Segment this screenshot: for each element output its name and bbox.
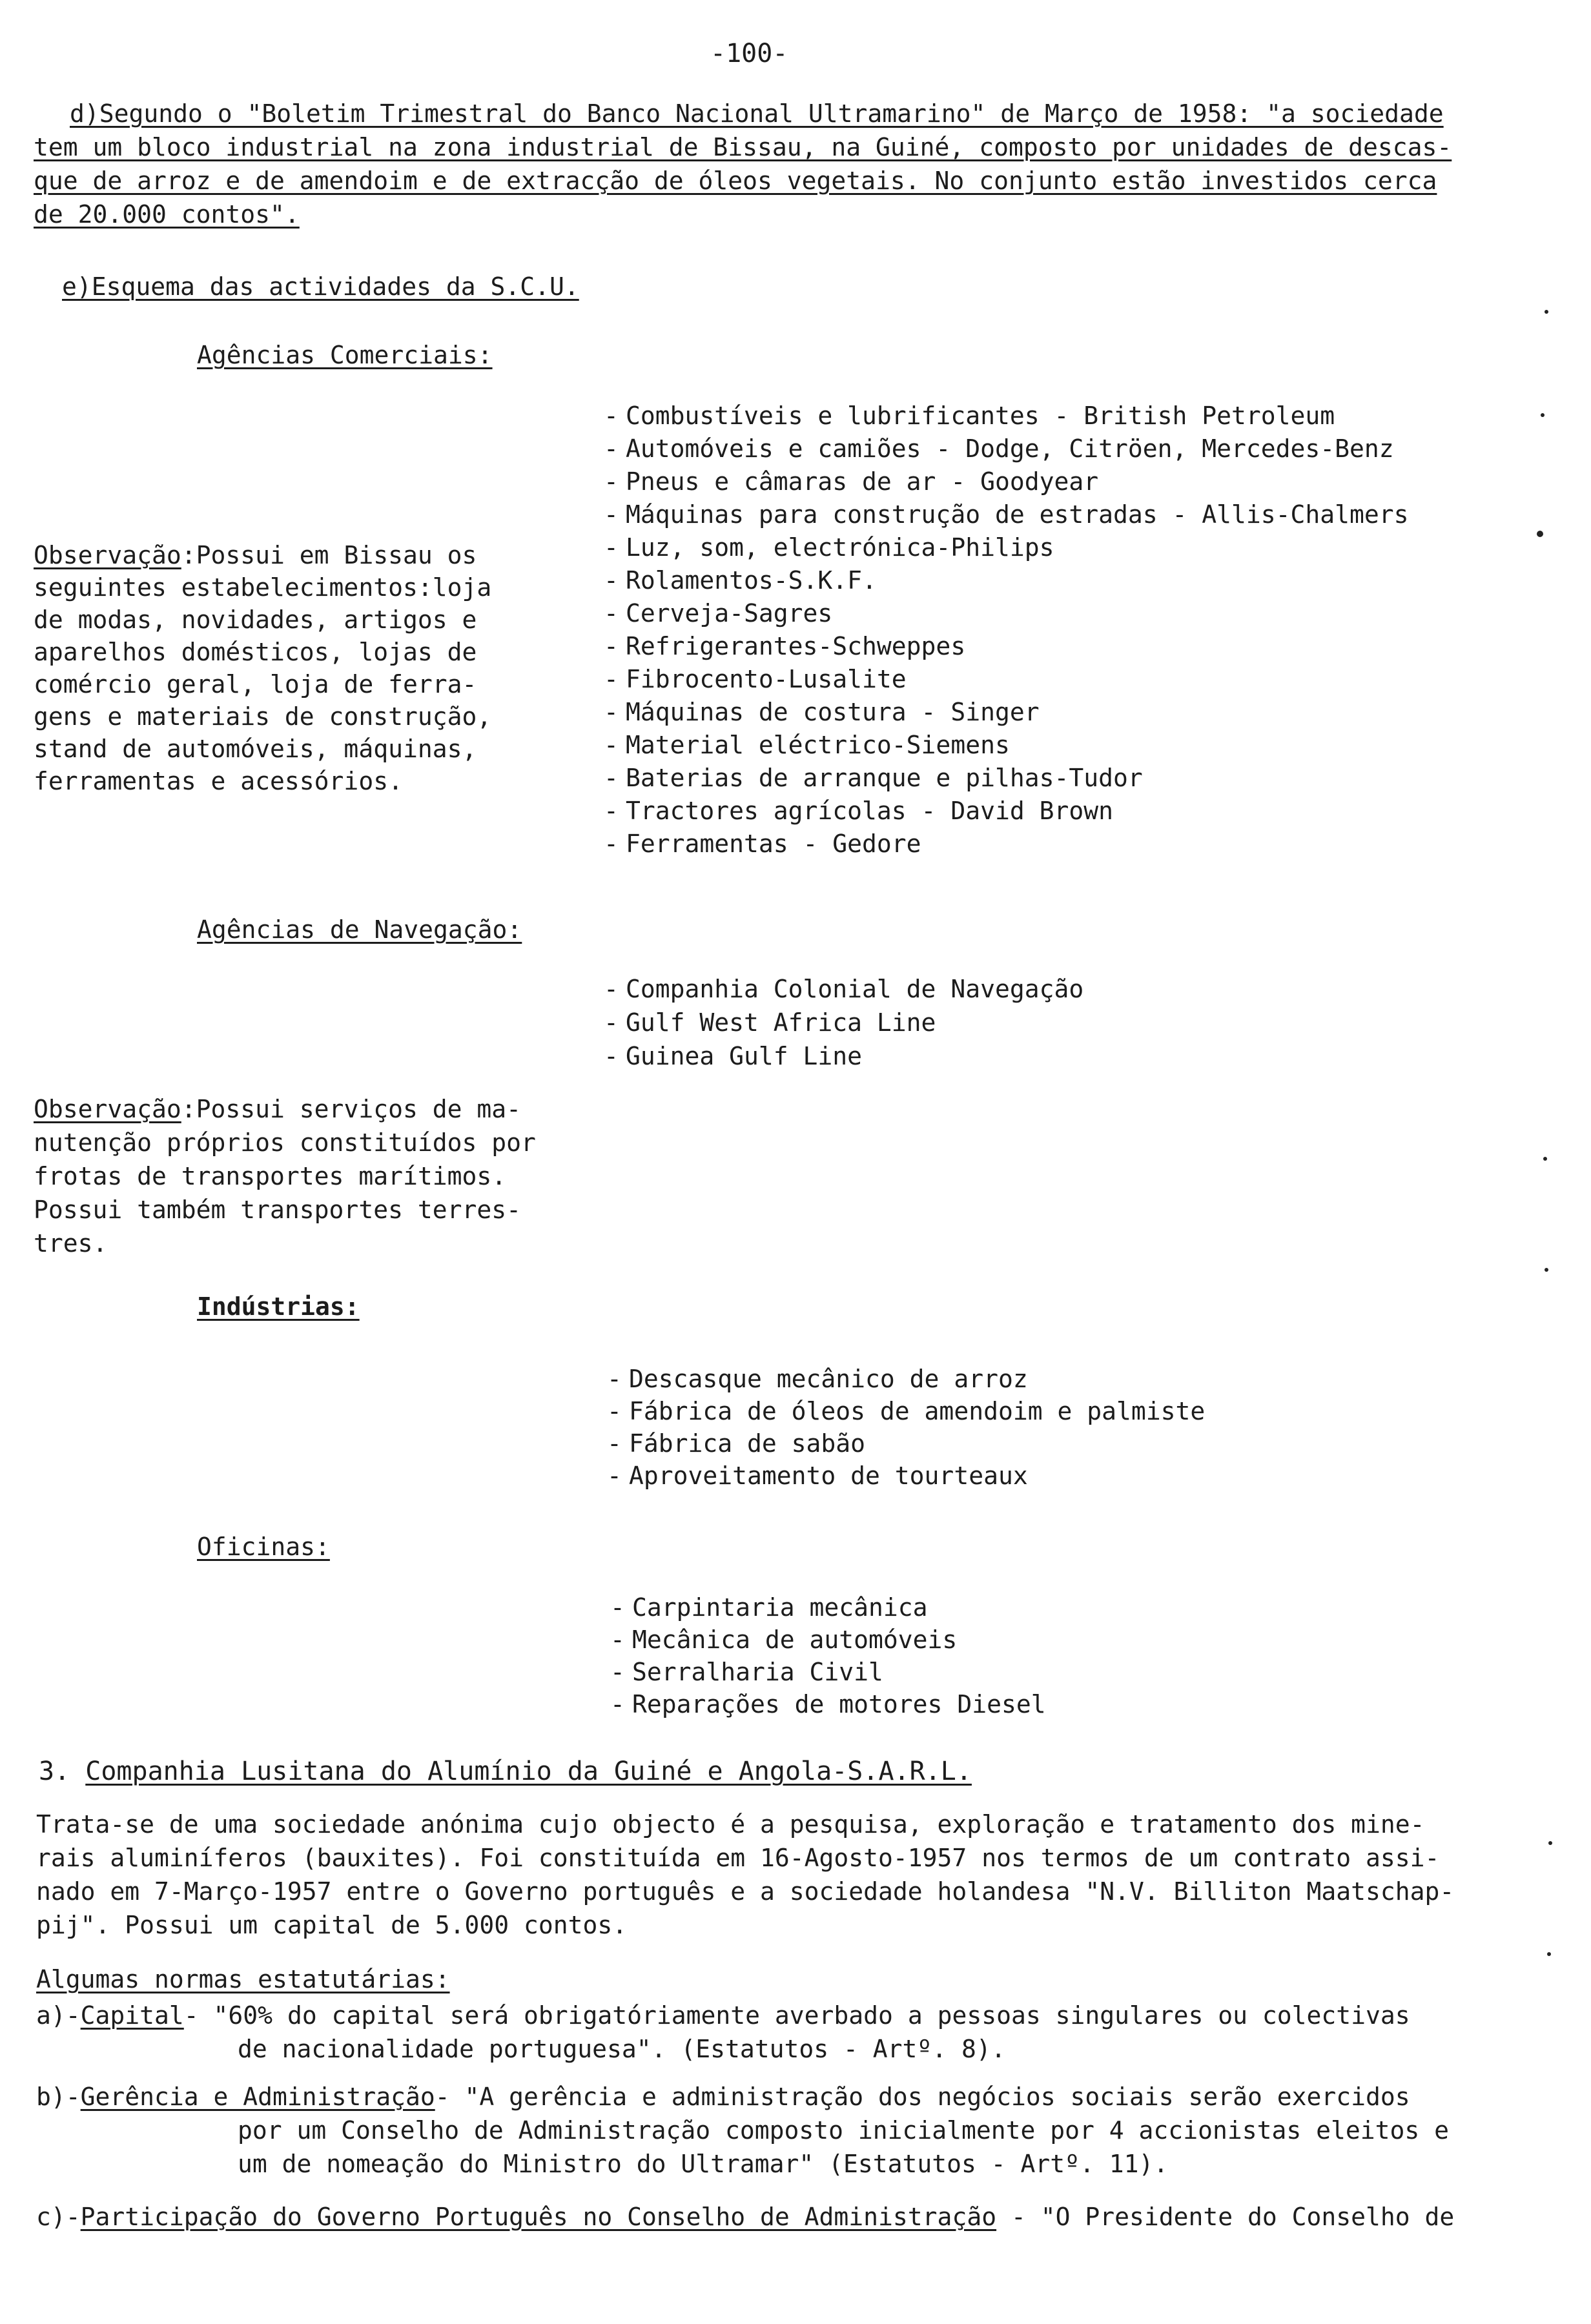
norma-c: c)-Participação do Governo Português no Conselho de Administração - "O Presidente do Conselho de (36, 2203, 1455, 2231)
scan-speck (1545, 1268, 1548, 1272)
list-item: - Mecânica de automóveis (610, 1626, 958, 1654)
norma-line: b)-Gerência e Administração- "A gerência e administração dos negócios sociais serão exercidos (36, 2083, 1410, 2111)
norma-line: um de nomeação do Ministro do Ultramar" (Estatutos - Artº. 11). (238, 2150, 1169, 2178)
observation-line: seguintes estabelecimentos:loja (34, 573, 492, 602)
heading-oficinas: Oficinas: (197, 1533, 330, 1561)
observation-line: tres. (34, 1229, 108, 1258)
paragraph-line: d)Segundo o "Boletim Trimestral do Banco Nacional Ultramarino" de Março de 1958: "a sociedade (70, 99, 1444, 128)
paragraph-line: nado em 7-Março-1957 entre o Governo português e a sociedade holandesa "N.V. Billiton Maatschap- (36, 1877, 1455, 1906)
scan-speck (1541, 413, 1545, 417)
list-item: - Pneus e câmaras de ar - Goodyear (604, 467, 1099, 496)
heading-normas: Algumas normas estatutárias: (36, 1965, 450, 1993)
list-item: - Tractores agrícolas - David Brown (604, 797, 1113, 825)
list-item: - Luz, som, electrónica-Philips (604, 533, 1054, 562)
observation-line: ferramentas e acessórios. (34, 767, 403, 795)
paragraph-line: rais aluminíferos (bauxites). Foi constituída em 16-Agosto-1957 nos termos de um contrato assi- (36, 1844, 1440, 1872)
section-3-title (39, 1755, 972, 1788)
list-item: - Fibrocento-Lusalite (604, 665, 907, 693)
observation-line: nutenção próprios constituídos por (34, 1128, 536, 1157)
list-item: - Fábrica de sabão (607, 1429, 866, 1458)
list-item: - Máquinas de costura - Singer (604, 698, 1040, 726)
scan-speck (1545, 310, 1548, 314)
list-item: - Automóveis e camiões - Dodge, Citröen, Mercedes-Benz (604, 434, 1394, 463)
heading-agencias-comerciais: Agências Comerciais: (197, 341, 493, 369)
list-item: - Material eléctrico-Siemens (604, 731, 1010, 759)
page-number: -100- (710, 39, 788, 68)
list-item: - Combustíveis e lubrificantes - British Petroleum (604, 402, 1335, 430)
scan-speck (1548, 1841, 1552, 1845)
list-item: - Descasque mecânico de arroz (607, 1365, 1028, 1393)
section-e-title-text: e)Esquema das actividades da S.C.U. (62, 272, 579, 301)
list-item: - Guinea Gulf Line (604, 1042, 863, 1070)
list-item: - Carpintaria mecânica (610, 1593, 928, 1622)
paragraph-line: que de arroz e de amendoim e de extracção de óleos vegetais. No conjunto estão investidos cerca (34, 167, 1437, 195)
list-item: - Refrigerantes-Schweppes (604, 632, 966, 660)
observation-line: aparelhos domésticos, lojas de (34, 638, 477, 666)
section-number: 3. (39, 1757, 70, 1786)
section-e-title (62, 270, 579, 303)
list-item: - Serralharia Civil (610, 1658, 883, 1686)
scan-speck (1537, 531, 1543, 537)
norma-line: a)-Capital- "60% do capital será obrigatóriamente averbado a pessoas singulares ou colectivas (36, 2001, 1410, 2030)
observation-line: de modas, novidades, artigos e (34, 606, 477, 634)
list-item: - Companhia Colonial de Navegação (604, 975, 1084, 1003)
paragraph-line: pij". Possui um capital de 5.000 contos. (36, 1911, 628, 1939)
norma-line: de nacionalidade portuguesa". (Estatutos - Artº. 8). (238, 2035, 1006, 2063)
observation-line: comércio geral, loja de ferra- (34, 670, 477, 698)
norma-line: por um Conselho de Administração composto inicialmente por 4 accionistas eleitos e (238, 2116, 1449, 2145)
heading-agencias-navegacao: Agências de Navegação: (197, 915, 522, 944)
paragraph-line: tem um bloco industrial na zona industrial de Bissau, na Guiné, composto por unidades de descas- (34, 133, 1452, 161)
list-item: - Fábrica de óleos de amendoim e palmiste (607, 1397, 1206, 1425)
list-item: - Cerveja-Sagres (604, 599, 833, 627)
scan-speck (1543, 1157, 1547, 1161)
section-3-title-text: Companhia Lusitana do Alumínio da Guiné e Angola-S.A.R.L. (85, 1757, 972, 1786)
observation-line: gens e materiais de construção, (34, 702, 492, 731)
observation-line: Observação:Possui serviços de ma- (34, 1095, 521, 1123)
list-item: - Máquinas para construção de estradas - Allis-Chalmers (604, 500, 1409, 529)
list-item: - Ferramentas - Gedore (604, 830, 921, 858)
list-item: - Gulf West Africa Line (604, 1008, 936, 1037)
observation-line: frotas de transportes marítimos. (34, 1162, 507, 1190)
observation-line: Observação:Possui em Bissau os (34, 541, 477, 569)
scan-speck (1547, 1952, 1551, 1956)
paragraph-line: de 20.000 contos". (34, 200, 300, 229)
list-item: - Rolamentos-S.K.F. (604, 566, 877, 595)
list-item: - Baterias de arranque e pilhas-Tudor (604, 764, 1143, 792)
list-item: - Aproveitamento de tourteaux (607, 1462, 1028, 1490)
paragraph-line: Trata-se de uma sociedade anónima cujo objecto é a pesquisa, exploração e tratamento dos mine- (36, 1810, 1425, 1839)
observation-line: Possui também transportes terres- (34, 1196, 521, 1224)
observation-line: stand de automóveis, máquinas, (34, 735, 477, 763)
list-item: - Reparações de motores Diesel (610, 1690, 1046, 1718)
heading-industrias: Indústrias: (197, 1292, 360, 1321)
